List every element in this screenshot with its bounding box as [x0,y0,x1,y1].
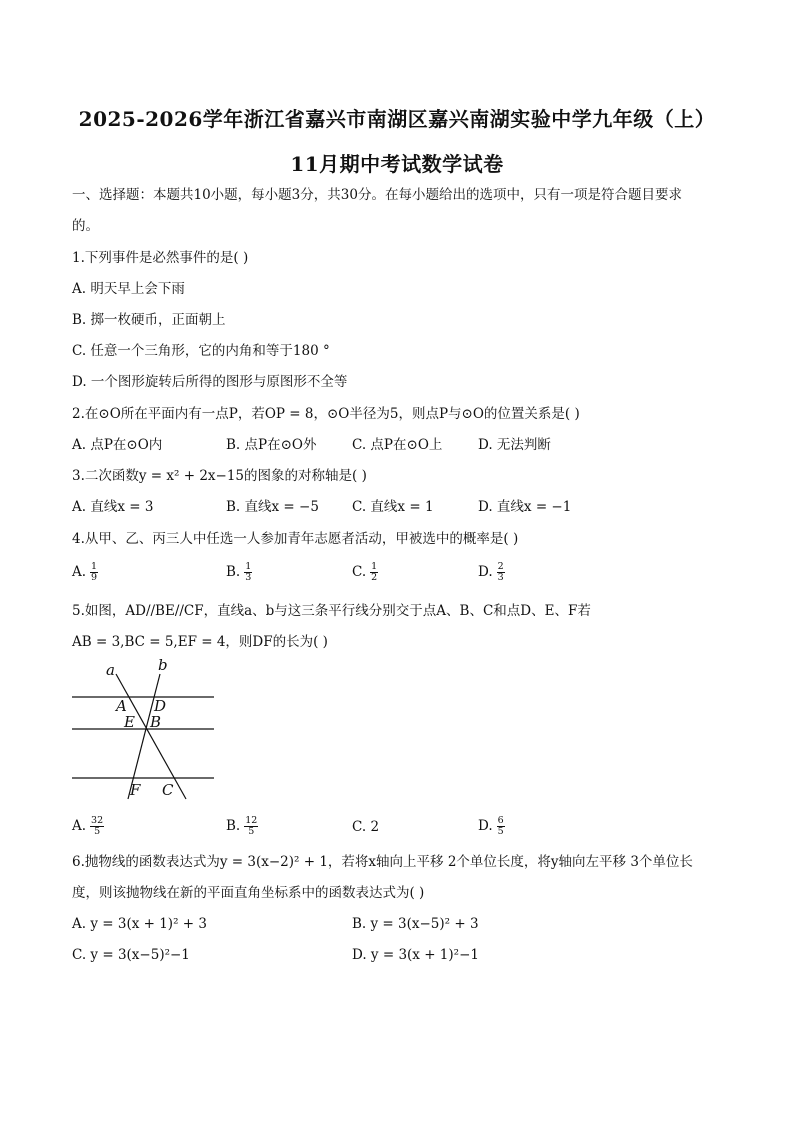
question-6-stem-line2: 度，则该抛物线在新的平面直角坐标系中的函数表达式为( ) [72,885,425,901]
question-6-option-a: A. y = 3(x + 1)² + 3 [72,916,207,932]
question-6-option-c: C. y = 3(x−5)²−1 [72,947,190,963]
fraction-numerator: 1 [91,561,98,572]
fraction [497,816,505,837]
question-5-option-b [226,816,258,837]
fraction [90,816,104,837]
fraction-denominator: 2 [371,572,378,583]
line-a [116,674,186,799]
option-letter: C. [352,564,367,580]
question-3-option-d: D. 直线x = −1 [478,499,572,515]
option-letter: A. [72,564,87,580]
question-4-option-c [352,562,378,583]
fraction-numerator: 1 [371,561,378,572]
question-5-option-c [352,818,379,836]
question-6-option-d: D. y = 3(x + 1)²−1 [352,947,479,963]
question-1-option-b: B. 掷一枚硬币，正面朝上 [72,312,226,328]
question-4-stem: 4.从甲、乙、丙三人中任选一人参加青年志愿者活动，甲被选中的概率是( ) [72,531,519,547]
option-letter: C. [352,819,367,835]
option-letter: B. [226,564,241,580]
question-5-stem-line1: 5.如图，AD//BE//CF，直线a、b与这三条平行线分别交于点A、B、C和点D、E、F若 [72,603,591,619]
question-6-stem-line1: 6.抛物线的函数表达式为y = 3(x−2)² + 1，若将x轴向上平移 2个单位长度，将y轴向左平移 3个单位长 [72,854,693,870]
question-2-option-d: D. 无法判断 [478,437,551,453]
fraction [497,562,505,583]
fraction-denominator: 5 [497,826,504,837]
fraction-numerator: 6 [497,815,504,826]
option-letter: D. [478,818,493,834]
label-point-b: B [150,713,162,731]
question-4-option-b [226,562,252,583]
question-3-stem: 3.二次函数y = x² + 2x−15的图象的对称轴是( ) [72,468,367,484]
question-1-option-d: D. 一个图形旋转后所得的图形与原图形不全等 [72,374,348,390]
question-4-option-d [478,562,505,583]
section-instructions-line1: 一、选择题：本题共10小题，每小题3分，共30分。在每小题给出的选项中，只有一项是符合题目要求 [72,187,682,203]
question-3-option-b: B. 直线x = −5 [226,499,319,515]
option-value: 2 [370,819,380,835]
fraction-denominator: 5 [248,826,255,837]
fraction-numerator: 1 [245,561,252,572]
question-1-stem: 1.下列事件是必然事件的是( ) [72,250,249,266]
label-b: b [158,656,168,674]
label-point-a: A [116,697,127,715]
fraction-numerator: 32 [91,815,104,826]
parallel-lines-figure [66,656,222,804]
fraction-numerator: 2 [497,561,504,572]
label-point-e: E [124,713,135,731]
exam-title-line2: 11月期中考试数学试卷 [290,152,504,176]
question-5-stem-line2: AB = 3,BC = 5,EF = 4，则DF的长为( ) [72,634,328,650]
option-letter: B. [226,818,241,834]
question-2-stem: 2.在⊙O所在平面内有一点P，若OP = 8，⊙O半径为5，则点P与⊙O的位置关系是( ) [72,406,580,422]
fraction-denominator: 3 [245,572,252,583]
question-2-option-a: A. 点P在⊙O内 [72,437,163,453]
fraction [244,816,258,837]
option-letter: D. [478,564,493,580]
label-a: a [106,661,115,679]
fraction [90,562,98,583]
label-point-f: F [130,781,141,799]
question-2-option-b: B. 点P在⊙O外 [226,437,317,453]
fraction [244,562,252,583]
question-3-option-c: C. 直线x = 1 [352,499,434,515]
question-1-option-a: A. 明天早上会下雨 [72,281,185,297]
question-1-option-c: C. 任意一个三角形，它的内角和等于180 ° [72,343,330,359]
question-5-option-a [72,816,104,837]
fraction-denominator: 5 [94,826,101,837]
fraction-numerator: 12 [245,815,258,826]
question-6-option-b: B. y = 3(x−5)² + 3 [352,916,479,932]
fraction [370,562,378,583]
label-point-d: D [154,697,167,715]
exam-title-line1: 2025-2026学年浙江省嘉兴市南湖区嘉兴南湖实验中学九年级（上） [78,107,716,131]
question-4-option-a [72,562,98,583]
question-5-option-d [478,816,505,837]
fraction-denominator: 9 [91,572,98,583]
label-point-c: C [162,781,174,799]
question-2-option-c: C. 点P在⊙O上 [352,437,443,453]
option-letter: A. [72,818,87,834]
fraction-denominator: 3 [497,572,504,583]
question-3-option-a: A. 直线x = 3 [72,499,154,515]
section-instructions-line2: 的。 [72,218,99,234]
